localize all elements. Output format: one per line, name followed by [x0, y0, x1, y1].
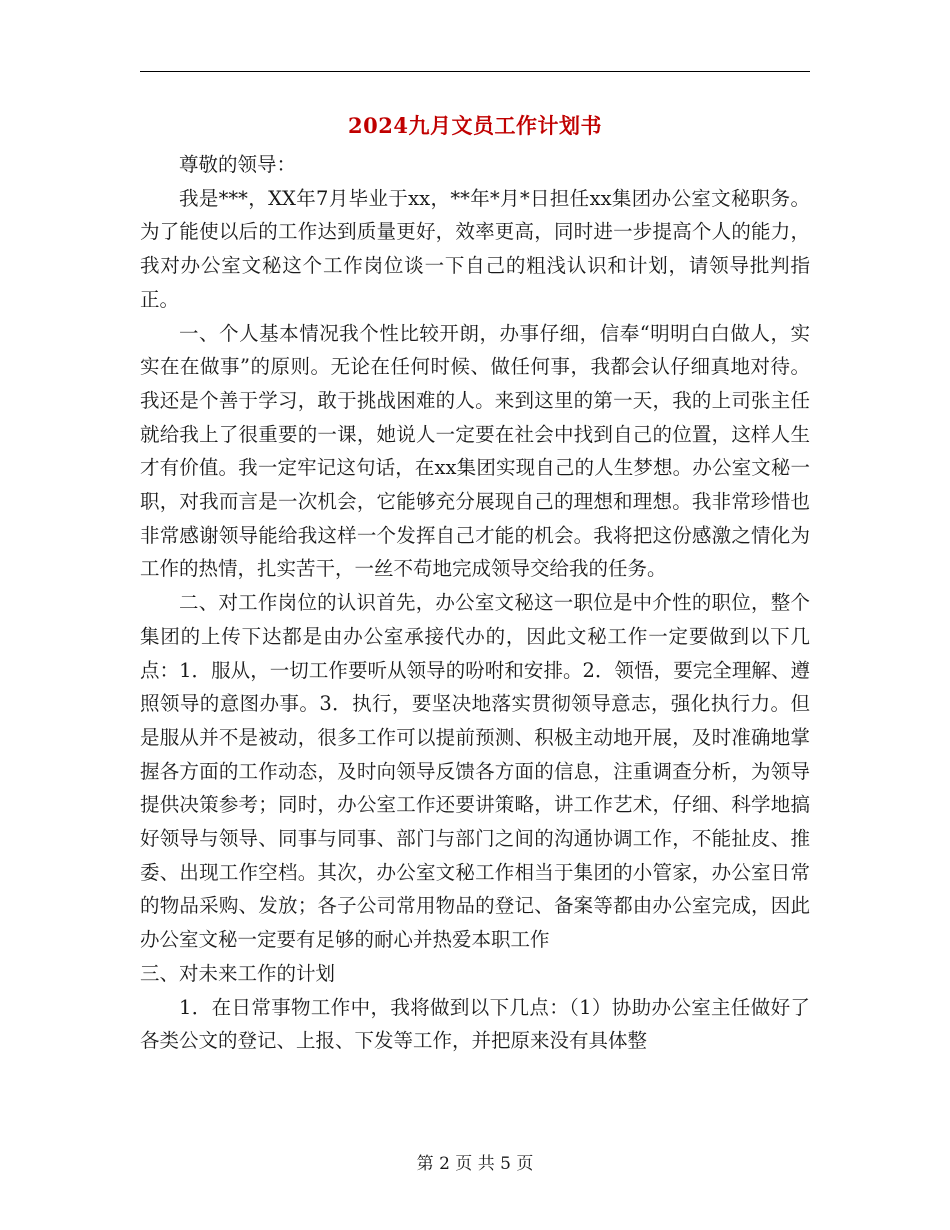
- header-rule: [140, 71, 810, 72]
- salutation: 尊敬的领导：: [179, 153, 297, 176]
- document-title: 2024九月文员工作计划书: [348, 113, 602, 138]
- paragraph-section-one: 一、个人基本情况我个性比较开朗，办事仔细，信奉“明明白白做人，实实在在做事”的原则。无论在任何时候、做任何事，我都会认仔细真地对待。我还是个善于学习，敢于挑战困难的人。来到这里的第一天，我的上司张主任就给我上了很重要的一课，她说人一定要在社会中找到自己的位置，这样人生才有价值。我一定牢记这句话，在xx集团实现自己的人生梦想。办公室文秘一职，对我而言是一次机会，它能够充分展现自己的理想和理想。我非常珍惜也非常感谢领导能给我这样一个发挥自己才能的机会。我将把这份感激之情化为工作的热情，扎实苦干，一丝不苟地完成领导交给我的任务。: [140, 321, 810, 581]
- document-body: [140, 148, 810, 1058]
- page-number: 第 2 页 共 5 页: [416, 1154, 534, 1174]
- paragraph-intro: 我是***，XX年7月毕业于xx，**年*月*日担任xx集团办公室文秘职务。为了能使以后的工作达到质量更好，效率更高，同时进一步提高个人的能力，我对办公室文秘这个工作岗位谈一下自己的粗浅认识和计划，请领导批判指正。: [140, 186, 810, 311]
- section-heading-three: 三、对未来工作的计划: [140, 961, 336, 985]
- paragraph-plan-item-one: 1．在日常事物工作中，我将做到以下几点：（1）协助办公室主任做好了各类公文的登记、上报、下发等工作，并把原来没有具体整: [140, 995, 810, 1053]
- paragraph-section-two: 二、对工作岗位的认识首先，办公室文秘这一职位是中介性的职位，整个集团的上传下达都是由办公室承接代办的，因此文秘工作一定要做到以下几点：1．服从，一切工作要听从领导的吩咐和安排。2．领悟，要完全理解、遵照领导的意图办事。3．执行，要坚决地落实贯彻领导意志，强化执行力。但是服从并不是被动，很多工作可以提前预测、积极主动地开展，及时准确地掌握各方面的工作动态，及时向领导反馈各方面的信息，注重调查分析，为领导提供决策参考；同时，办公室工作还要讲策略，讲工作艺术，仔细、科学地搞好领导与领导、同事与同事、部门与部门之间的沟通协调工作，不能扯皮、推委、出现工作空档。其次，办公室文秘工作相当于集团的小管家，办公室日常的物品采购、发放；各子公司常用物品的登记、备案等都由办公室完成，因此办公室文秘一定要有足够的耐心并热爱本职工作: [140, 591, 810, 952]
